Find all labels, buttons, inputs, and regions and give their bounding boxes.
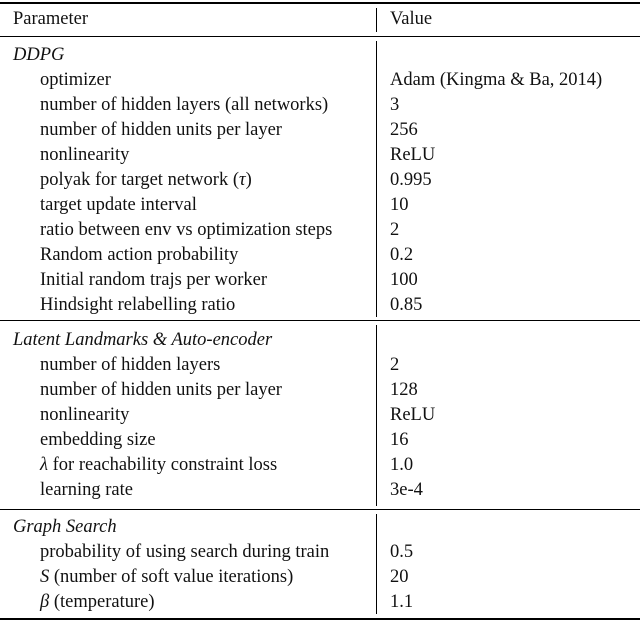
param-value: Adam (Kingma & Ba, 2014) — [390, 70, 603, 90]
s-symbol: S — [40, 567, 50, 587]
param-value: ReLU — [390, 145, 436, 165]
param-label — [40, 565, 293, 590]
param-label: number of hidden units per layer — [40, 120, 282, 140]
param-value: 0.995 — [390, 170, 432, 190]
param-value: 3 — [390, 95, 400, 115]
param-label: probability of using search during train — [40, 542, 330, 562]
column-divider — [376, 8, 377, 32]
beta-symbol: β — [40, 592, 50, 612]
section-title: DDPG — [13, 45, 65, 65]
param-value: 2 — [390, 355, 400, 375]
tau-symbol: τ — [238, 170, 246, 190]
param-label: nonlinearity — [40, 405, 130, 425]
lambda-symbol: λ — [40, 455, 49, 475]
param-value: 0.2 — [390, 245, 414, 265]
param-label: number of hidden layers (all networks) — [40, 95, 329, 115]
param-label: learning rate — [40, 480, 133, 500]
param-value: 16 — [390, 430, 409, 450]
param-label-text: (temperature) — [49, 592, 155, 612]
param-label: number of hidden layers — [40, 355, 221, 375]
param-label-text: ) — [245, 170, 252, 190]
section-title: Graph Search — [13, 517, 117, 537]
param-value: 100 — [390, 270, 418, 290]
param-label: target update interval — [40, 195, 197, 215]
param-label: Random action probability — [40, 245, 239, 265]
param-label-text: for reachability constraint loss — [48, 455, 278, 475]
param-label — [40, 453, 277, 478]
header-parameter: Parameter — [13, 9, 88, 29]
top-rule — [0, 2, 640, 4]
param-label-text: polyak for target network ( — [40, 170, 239, 190]
bottom-rule — [0, 618, 640, 620]
param-label: number of hidden units per layer — [40, 380, 282, 400]
param-value: 3e-4 — [390, 480, 423, 500]
param-label — [40, 168, 252, 193]
param-value: 0.85 — [390, 295, 423, 315]
param-value: 1.0 — [390, 455, 414, 475]
header-rule — [0, 36, 640, 37]
param-value: 256 — [390, 120, 418, 140]
section-rule — [0, 320, 640, 321]
param-label: optimizer — [40, 70, 111, 90]
column-divider — [376, 41, 377, 317]
param-value: 10 — [390, 195, 409, 215]
param-label-text: (number of soft value iterations) — [49, 567, 294, 587]
param-value: 128 — [390, 380, 418, 400]
param-value: 0.5 — [390, 542, 414, 562]
param-value: ReLU — [390, 405, 436, 425]
param-label: Hindsight relabelling ratio — [40, 295, 236, 315]
param-label: nonlinearity — [40, 145, 130, 165]
param-label: Initial random trajs per worker — [40, 270, 268, 290]
column-divider — [376, 514, 377, 614]
param-value: 2 — [390, 220, 400, 240]
column-divider — [376, 325, 377, 506]
param-value: 1.1 — [390, 592, 414, 612]
param-label — [40, 590, 155, 615]
param-value: 20 — [390, 567, 409, 587]
section-rule — [0, 509, 640, 510]
param-label: ratio between env vs optimization steps — [40, 220, 333, 240]
param-label: embedding size — [40, 430, 156, 450]
header-value: Value — [390, 9, 433, 29]
section-title: Latent Landmarks & Auto-encoder — [13, 330, 273, 350]
